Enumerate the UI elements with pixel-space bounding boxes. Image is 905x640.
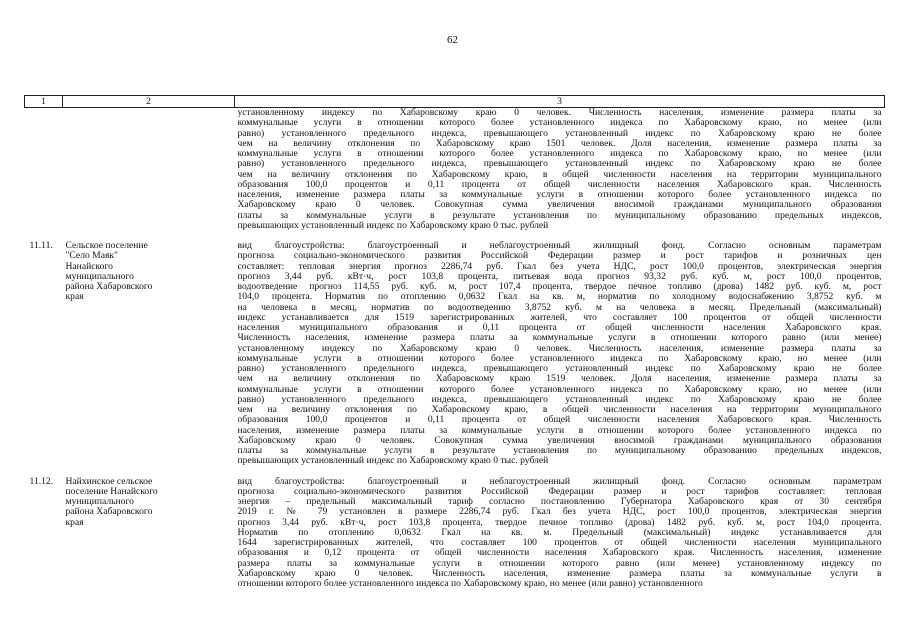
text-line: равно) установленного предельного индекса, превышающего установленный индекс по Хабаровскому краю не более <box>237 394 882 405</box>
text-line: превышающих установленный индекс по Хабаровскому краю 0 тыс. рублей <box>237 456 549 467</box>
continuation-row <box>25 108 885 232</box>
page-number: 62 <box>447 34 458 46</box>
text-line: края <box>65 291 84 303</box>
text-line: поселение Нанайского <box>65 485 158 497</box>
text-line: коммунальные услуги в отношении которого более установленного индекса по Хабаровскому краю, но менее (или <box>237 149 882 159</box>
text-line: чем на величину отклонения по Хабаровскому краю 1501 человек. Доля населения, изменение размера платы за <box>237 138 882 149</box>
row-name-empty <box>63 108 235 232</box>
text-line: равно) установленного предельного индекса, превышающего установленный индекс по Хабаровскому краю не более <box>237 159 882 170</box>
text-line: установленному индексу по Хабаровскому краю 0 человек. Численность населения, изменение размера платы за <box>237 343 882 354</box>
municipality-name <box>63 241 235 467</box>
table-header-row <box>25 96 885 108</box>
text-line: Хабаровскому краю 0 человек. Совокупная сумма увеличения вносимой гражданами муниципального образования <box>237 435 882 446</box>
row-spacer <box>25 467 885 477</box>
text-line: водоотведение прогноз 114,55 руб. куб. м, рост 107,4 процента, твердое печное топливо (дрова) 1482 руб. куб. м, рост <box>237 282 882 292</box>
text-line: индекс устанавливается для 1519 зарегистрированных жителей, что составляет 100 процентов от общей численности <box>237 312 882 323</box>
text-line: чем на величину отклонения по Хабаровскому краю, в общей численности населения на территории муниципального <box>237 405 882 415</box>
text-line: размера платы за коммунальные услуги в отношении которого равно (или менее) установленному индексу по <box>237 558 882 569</box>
table-row-11-11 <box>25 241 885 467</box>
text-line: района Хабаровского <box>65 506 153 518</box>
text-line: Найхинское сельское <box>65 475 153 487</box>
text-line: 2019 г. № 79 установлен в размере 2286,74 руб. Гкал без учета НДС, рост 100,0 процентов, электрическая энергия <box>237 507 882 518</box>
header-col-3: 3 <box>235 96 885 108</box>
text-line: вид благоустройства: благоустроенный и неблагоустроенный жилищный фонд. Согласно основным параметрам <box>237 476 882 487</box>
row-description <box>235 241 885 467</box>
table-row-11-12 <box>25 477 885 590</box>
row-description <box>235 477 885 590</box>
text-line: района Хабаровского <box>65 281 153 292</box>
text-line: образования 100,0 процентов и 0,11 процента от общей численности населения Хабаровского края. Численность <box>237 415 882 426</box>
document-table <box>24 95 885 589</box>
text-line: платы за коммунальные услуги в результате установления по муниципальному образованию предельных индексов, <box>237 446 882 456</box>
text-line: края <box>65 516 84 528</box>
text-line: 104,0 процента. Норматив по отоплению 0,0632 Гкал на кв. м, норматив по холодному водоснабжению 3,8752 куб. м <box>237 292 882 303</box>
text-line: населения муниципального образования и 0,11 процента от общей численности населения Хабаровского края. <box>237 323 882 333</box>
text-line: чем на величину отклонения по Хабаровскому краю, в общей численности населения на территории муниципального <box>237 169 882 180</box>
header-col-1: 1 <box>25 96 63 108</box>
text-line: Норматив по отоплению 0,0632 Гкал на кв. м. Предельный (максимальный) индекс устанавливается для <box>237 527 882 538</box>
text-line: Численность населения, изменение размера платы за коммунальные услуги в отношении которого равно (или менее) <box>237 333 882 344</box>
text-line: "Село Маяк" <box>65 250 118 262</box>
row-number: 11.12. <box>29 475 54 487</box>
text-line: энергия – предельный максимальный тариф согласно постановлению Губернатора Хабаровского края от 30 сентября <box>237 497 882 507</box>
text-line: прогноз 3,44 руб. кВт·ч, рост 103,8 процента, твердое печное топливо (дрова) 1482 руб. куб. м, рост 104,0 процента. <box>237 517 882 528</box>
text-line: на человека в месяц, норматив по водоотведению 3,8752 куб. м на человека в месяц. Предельный (максимальный) <box>237 302 882 313</box>
continuation-text <box>235 108 885 232</box>
text-line: 1644 зарегистрированных жителей, что составляет 100 процентов от общей численности населения муниципального <box>237 538 882 548</box>
text-line: отношении которого более установленного индекса по Хабаровскому краю, но менее (или равно) установленного <box>237 579 703 589</box>
text-line: чем на величину отклонения по Хабаровскому краю 1519 человек. Доля населения, изменение размера платы за <box>237 374 882 385</box>
text-line: Нанайского <box>65 260 113 272</box>
text-line: прогноз 3,44 руб. кВт·ч, рост 103,8 процента, питьевая вода прогноз 93,32 руб. куб. м, рост 100,0 процентов, <box>237 271 882 282</box>
text-line: Сельское поселение <box>65 240 148 251</box>
text-line: населения, изменение размера платы за коммунальные услуги в отношении которого более установленного индекса по <box>237 190 882 200</box>
text-line: прогноза социально-экономического развития Российской Федерации размер и рост тарифов составляет: тепловая <box>237 486 882 497</box>
row-spacer <box>25 231 885 241</box>
text-line: образования 100,0 процентов и 0,11 процента от общей численности населения Хабаровского края. Численность <box>237 179 882 190</box>
text-line: коммунальные услуги в отношении которого более установленного индекса по Хабаровскому краю, но менее (или <box>237 118 882 129</box>
header-col-2: 2 <box>63 96 235 108</box>
text-line: вид благоустройства: благоустроенный и неблагоустроенный жилищный фонд. Согласно основным параметрам <box>237 241 882 251</box>
text-line: прогноза социально-экономического развития Российской Федерации размер и рост тарифов и розничных цен <box>237 251 882 262</box>
text-line: равно) установленного предельного индекса, превышающего установленный индекс по Хабаровскому краю не более <box>237 128 882 139</box>
text-line: Хабаровскому краю 0 человек. Совокупная сумма увеличения вносимой гражданами муниципального образования <box>237 200 882 211</box>
text-line: равно) установленного предельного индекса, превышающего установленный индекс по Хабаровскому краю не более <box>237 364 882 374</box>
text-line: составляет: тепловая энергия прогноз 2286,74 руб. Гкал без учета НДС, рост 100,0 процентов, электрическая энергия <box>237 261 882 272</box>
text-line: муниципального <box>65 270 134 282</box>
text-line: установленному индексу по Хабаровскому краю 0 человек. Численность населения, изменение размера платы за <box>237 108 882 118</box>
municipality-name <box>63 477 235 590</box>
text-line: населения, изменение размера платы за коммунальные услуги в отношении которого более установленного индекса по <box>237 425 882 436</box>
text-line: коммунальные услуги в отношении которого более установленного индекса по Хабаровскому краю, но менее (или <box>237 353 882 364</box>
row-number-empty <box>25 108 63 232</box>
text-line: образования и 0,12 процента от общей численности населения Хабаровского края. Численность населения, изменение <box>237 548 882 559</box>
text-line: коммунальные услуги в отношении которого более установленного индекса по Хабаровскому краю, но менее (или <box>237 384 882 395</box>
text-line: муниципального <box>65 496 134 507</box>
text-line: платы за коммунальные услуги в результате установления по муниципальному образованию предельных индексов, <box>237 210 882 221</box>
row-number: 11.11. <box>29 240 53 251</box>
text-line: Хабаровскому краю 0 человек. Численность населения, изменение размера платы за коммунальные услуги в <box>237 568 882 579</box>
text-line: превышающих установленный индекс по Хабаровскому краю 0 тыс. рублей <box>237 220 549 231</box>
